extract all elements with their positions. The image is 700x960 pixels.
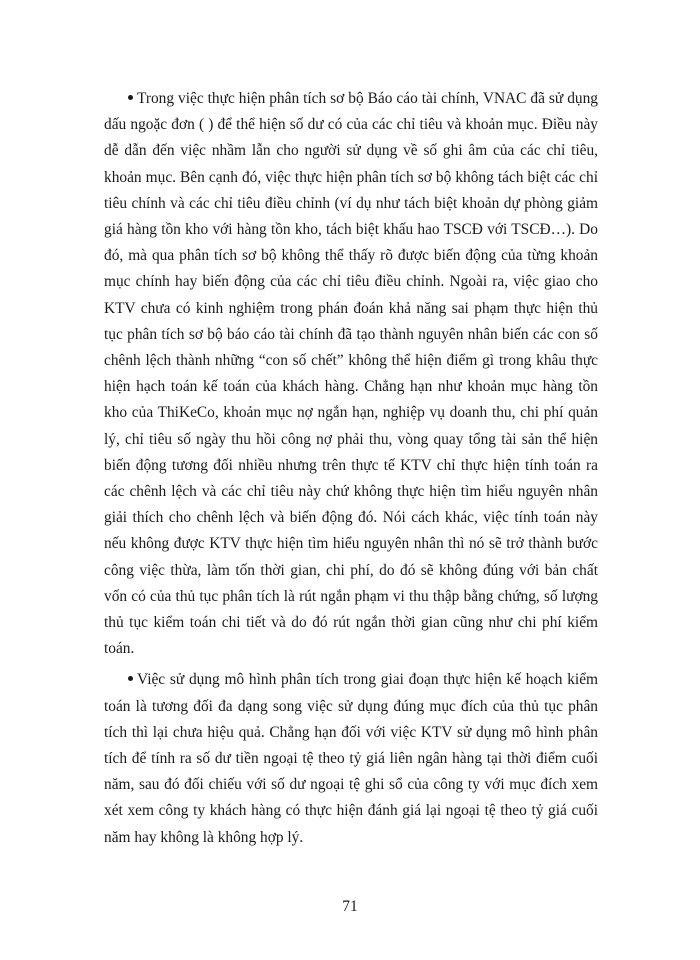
paragraph-2-text: Việc sử dụng mô hình phân tích trong giai đoạn thực hiện kế hoạch kiểm toán là tương đối đa dạng song việc sử dụng đúng mục đích của thủ tục phân tích thì lại chưa hiệu quả. Chẳng hạn đối với việc KTV sử dụng mô hình phân tích để tính ra số dư tiền ngoại tệ theo tỷ giá liên ngân hàng tại thời điểm cuối năm, sau đó đối chiếu với số dư ngoại tệ ghi sổ của công ty với mục đích xem xét xem công ty khách hàng có thực hiện đánh giá lại ngoại tệ theo tỷ giá cuối năm hay không là không hợp lý. <box>104 671 598 846</box>
paragraph-1 <box>104 86 598 662</box>
paragraph-1-text: Trong việc thực hiện phân tích sơ bộ Báo cáo tài chính, VNAC đã sử dụng dấu ngoặc đơn ( ) để thể hiện số dư có của các chỉ tiêu và khoản mục. Điều này dễ dẫn đến việc nhầm lẫn cho người sử dụng về số ghi âm của các chỉ tiêu, khoản mục. Bên cạnh đó, việc thực hiện phân tích sơ bộ không tách biệt các chỉ tiêu chính và các chỉ tiêu điều chỉnh (ví dụ như tách biệt khoản dự phòng giảm giá hàng tồn kho với hàng tồn kho, tách biệt khấu hao TSCĐ với TSCĐ…). Do đó, mà qua phân tích sơ bộ không thể thấy rõ được biến động của từng khoản mục chính hay biến động của các chỉ tiêu điều chỉnh. Ngoài ra, việc giao cho KTV chưa có kinh nghiệm trong phán đoán khả năng sai phạm thực hiện thủ tục phân tích sơ bộ báo cáo tài chính đã tạo thành nguyên nhân biến các con số chênh lệch thành những “con số chết” không thể hiện điểm gì trong khâu thực hiện hạch toán kế toán của khách hàng. Chẳng hạn như khoản mục hàng tồn kho của ThiKeCo, khoản mục nợ ngắn hạn, nghiệp vụ doanh thu, chi phí quản lý, chỉ tiêu số ngày thu hồi công nợ phải thu, vòng quay tổng tài sản thể hiện biến động tương đối nhiều nhưng trên thực tế KTV chỉ thực hiện tính toán ra các chênh lệch và các chỉ tiêu này chứ không thực hiện tìm hiểu nguyên nhân giải thích cho chênh lệch và biến động đó. Nói cách khác, việc tính toán này nếu không được KTV thực hiện tìm hiểu nguyên nhân thì nó sẽ trở thành bước công việc thừa, làm tốn thời gian, chi phí, do đó sẽ không đúng với bản chất vốn có của thủ tục phân tích là rút ngắn phạm vi thu thập bằng chứng, số lượng thủ tục kiểm toán chi tiết và do đó rút ngắn thời gian cũng như chi phí kiểm toán. <box>104 90 598 658</box>
paragraph-2 <box>104 667 598 850</box>
bullet-icon <box>128 95 133 100</box>
body-text <box>104 86 598 856</box>
page-number: 71 <box>342 898 358 915</box>
bullet-icon <box>128 676 133 681</box>
